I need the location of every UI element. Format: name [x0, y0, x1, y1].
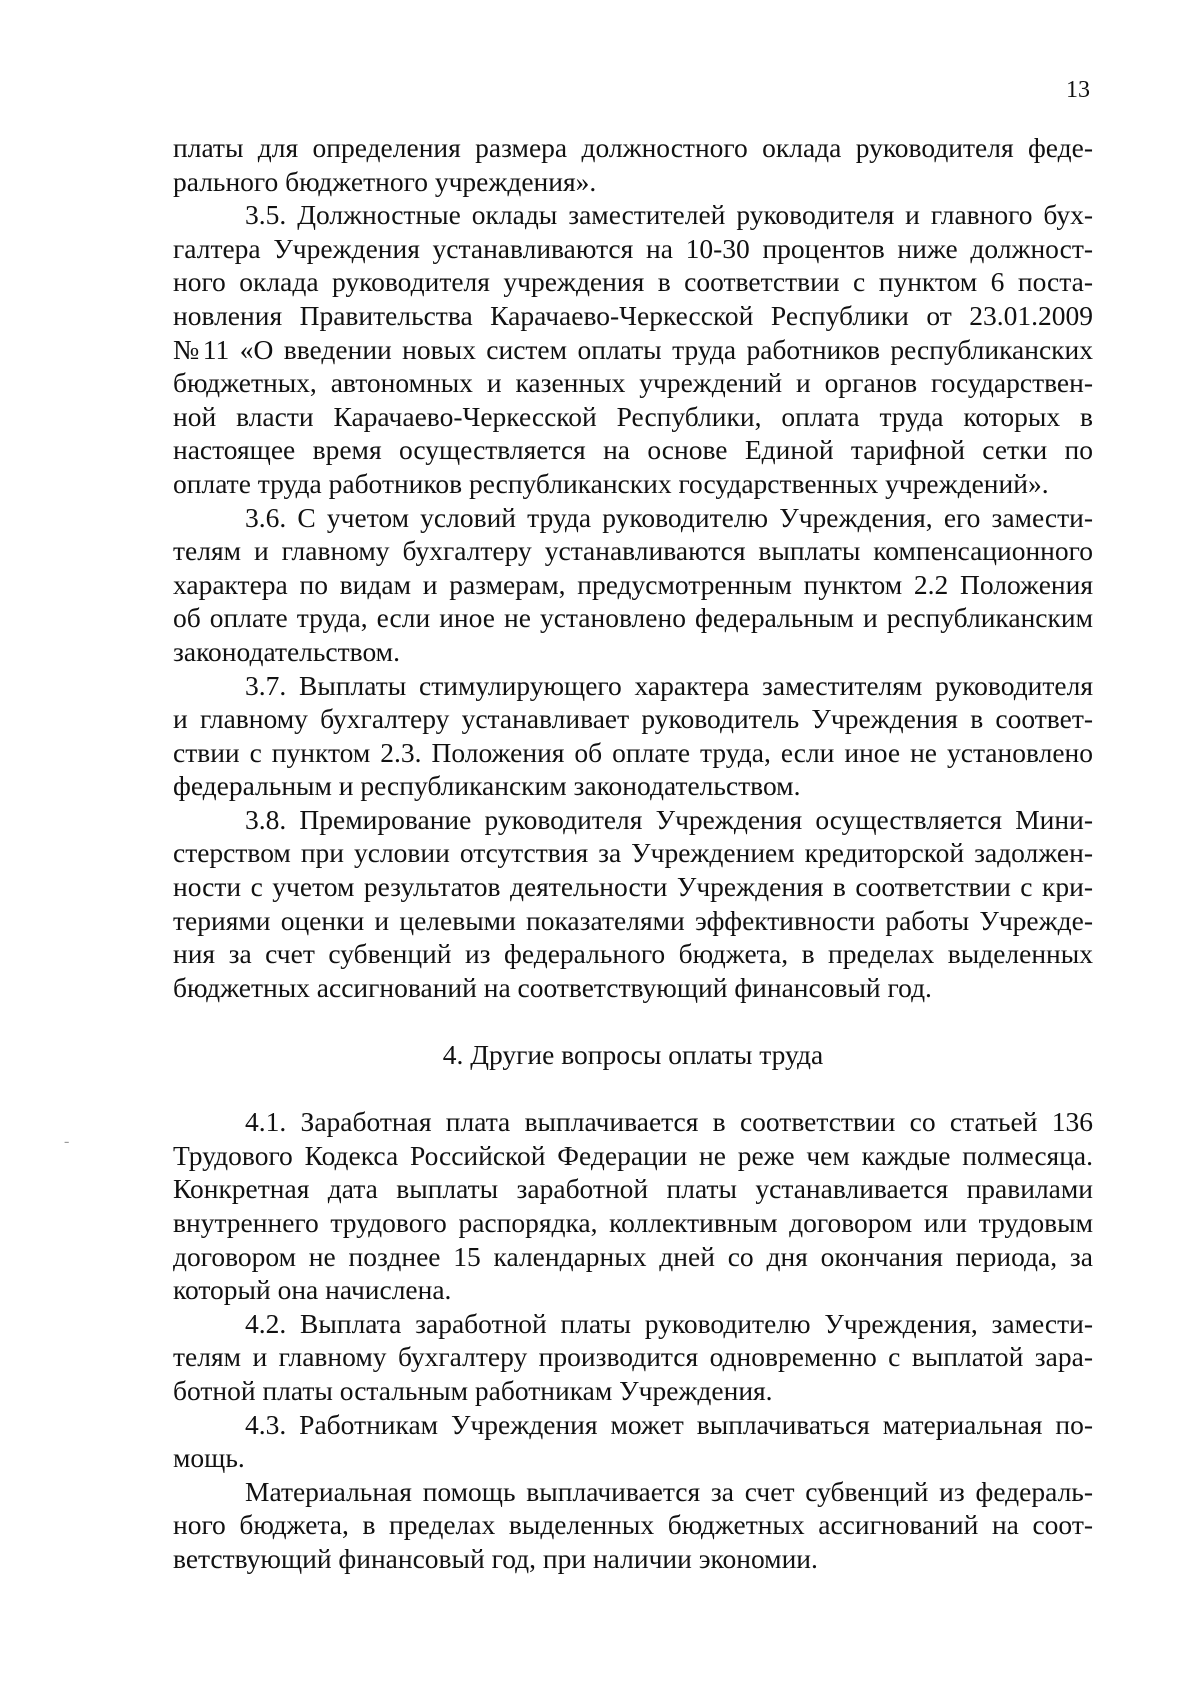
text-line: галтера Учреждения устанавливаются на 10-30 процентов ниже должност- [173, 232, 1093, 264]
text-line: Трудового Кодекса Российской Федерации не реже чем каждые полмесяца. [173, 1139, 1093, 1171]
text-line: новления Правительства Карачаево-Черкесской Республики от 23.01.2009 [173, 299, 1093, 331]
text-line: ботной платы остальным работникам Учреждения. [173, 1374, 773, 1406]
text-line: законодательством. [173, 635, 400, 667]
text-line: ности с учетом результатов деятельности Учреждения в соответствии с кри- [173, 871, 1093, 903]
document-body [173, 131, 1093, 1576]
text-line: характера по видам и размерам, предусмотренным пунктом 2.2 Положения [173, 568, 1093, 600]
text-line: и главному бухгалтеру устанавливает руководитель Учреждения в соответ- [173, 703, 1093, 735]
text-line: ного бюджета, в пределах выделенных бюджетных ассигнований на соот- [173, 1509, 1093, 1541]
text-line: об оплате труда, если иное не установлено федеральным и республиканским [173, 602, 1093, 634]
text-line: 3.6. С учетом условий труда руководителю Учреждения, его замести- [245, 501, 1093, 533]
blank-line [173, 1004, 1093, 1038]
text-line: ветствующий финансовый год, при наличии экономии. [173, 1542, 818, 1574]
margin-mark: - [64, 1133, 70, 1150]
text-line: рального бюджетного учреждения». [173, 165, 597, 197]
text-line: договором не позднее 15 календарных дней со дня окончания периода, за [173, 1240, 1093, 1272]
text-line: который она начислена. [173, 1274, 452, 1306]
text-line: стерством при условии отсутствия за Учреждением кредиторской задолжен- [173, 837, 1093, 869]
text-line: ствии с пунктом 2.3. Положения об оплате труда, если иное не установлено [173, 736, 1093, 768]
text-line: 3.7. Выплаты стимулирующего характера заместителям руководителя [245, 669, 1093, 701]
text-line: ния за счет субвенций из федерального бюджета, в пределах выделенных [173, 938, 1093, 970]
text-line: 3.5. Должностные оклады заместителей руководителя и главного бух- [245, 199, 1093, 231]
text-line: мощь. [173, 1442, 245, 1474]
text-line: 4.3. Работникам Учреждения может выплачиваться материальная по- [245, 1408, 1093, 1440]
text-line: 4.1. Заработная плата выплачивается в соответствии со статьей 136 [245, 1106, 1093, 1138]
text-line: Конкретная дата выплаты заработной платы устанавливается правилами [173, 1173, 1093, 1205]
text-line: телям и главному бухгалтеру производится одновременно с выплатой зара- [173, 1341, 1093, 1373]
text-line: ной власти Карачаево-Черкесской Республики, оплата труда которых в [173, 400, 1093, 432]
text-line: териями оценки и целевыми показателями эффективности работы Учрежде- [173, 904, 1093, 936]
text-line: бюджетных ассигнований на соответствующий финансовый год. [173, 971, 932, 1003]
text-line: федеральным и республиканским законодательством. [173, 770, 801, 802]
text-line: платы для определения размера должностного оклада руководителя феде- [173, 132, 1093, 163]
section-heading: 4. Другие вопросы оплаты труда [442, 1039, 824, 1071]
text-line: №11 «О введении новых систем оплаты труда работников республиканских [173, 333, 1093, 365]
text-line: оплате труда работников республиканских государственных учреждений». [173, 467, 1049, 499]
text-line: 4.2. Выплата заработной платы руководителю Учреждения, замести- [245, 1307, 1093, 1339]
text-line: Материальная помощь выплачивается за счет субвенций из федераль- [245, 1475, 1093, 1507]
text-line: 3.8. Премирование руководителя Учреждения осуществляется Мини- [245, 803, 1093, 835]
text-line: ного оклада руководителя учреждения в соответствии с пунктом 6 поста- [173, 266, 1093, 298]
text-line: настоящее время осуществляется на основе Единой тарифной сетки по [173, 434, 1093, 466]
text-line: внутреннего трудового распорядка, коллективным договором или трудовым [173, 1207, 1093, 1238]
blank-line [173, 1072, 1093, 1106]
page-number: 13 [1066, 77, 1090, 103]
text-line: бюджетных, автономных и казенных учреждений и органов государствен- [173, 367, 1093, 399]
text-line: телям и главному бухгалтеру устанавливаются выплаты компенсационного [173, 535, 1093, 567]
